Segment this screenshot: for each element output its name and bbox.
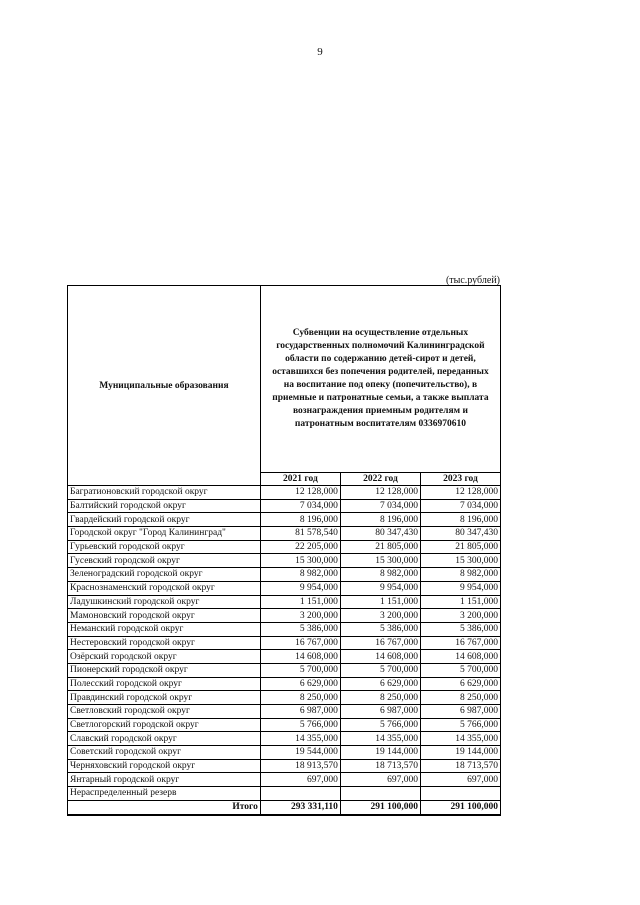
table-row [68,677,501,691]
value-2022: 14 355,000 [340,732,420,746]
table-row [68,746,501,760]
value-2023: 8 196,000 [420,513,500,527]
header-year-2023: 2023 год [420,473,500,486]
value-2022: 6 987,000 [340,705,420,719]
table-row [68,527,501,541]
municipality-name: Гурьевский городской округ [68,540,261,554]
value-2023: 9 954,000 [420,581,500,595]
value-2022: 3 200,000 [340,609,420,623]
municipality-name: Янтарный городской округ [68,773,261,787]
value-2022: 12 128,000 [340,486,420,500]
municipality-name: Полесский городской округ [68,677,261,691]
value-2022: 5 700,000 [340,663,420,677]
municipality-name: Нестеровский городской округ [68,636,261,650]
value-2023: 80 347,430 [420,527,500,541]
total-2023: 291 100,000 [420,800,500,814]
table-body [68,486,501,801]
header-description: Субвенции на осуществление отдельных государственных полномочий Калининградской области по содержанию детей-сирот и детей, оставшихся без попечения родителей, переданных на воспитание под опеку (попечительство), в приемные и патронатные семьи, а также выплата вознаграждения приемным родителям и патронатным воспитателям 0336970610 [260,286,500,473]
municipality-name: Гвардейский городской округ [68,513,261,527]
municipality-name: Зеленоградский городской округ [68,568,261,582]
value-2023: 21 805,000 [420,540,500,554]
value-2021: 5 700,000 [260,663,340,677]
municipality-name: Нераспределенный резерв [68,787,261,801]
table-row [68,636,501,650]
value-2021: 3 200,000 [260,609,340,623]
value-2022: 5 766,000 [340,718,420,732]
table-row [68,540,501,554]
units-label: (тыс.рублей) [445,275,500,286]
value-2022 [340,787,420,801]
total-2022: 291 100,000 [340,800,420,814]
municipality-name: Ладушкинский городской округ [68,595,261,609]
value-2021: 14 355,000 [260,732,340,746]
value-2023: 1 151,000 [420,595,500,609]
municipality-name: Мамоновский городской округ [68,609,261,623]
value-2022: 80 347,430 [340,527,420,541]
municipality-name: Неманский городской округ [68,622,261,636]
value-2021: 9 954,000 [260,581,340,595]
value-2022: 6 629,000 [340,677,420,691]
value-2023: 6 629,000 [420,677,500,691]
table-row [68,732,501,746]
value-2023: 6 987,000 [420,705,500,719]
value-2022: 7 034,000 [340,499,420,513]
municipality-name: Городской округ "Город Калининград" [68,527,261,541]
table-row [68,705,501,719]
value-2023: 14 355,000 [420,732,500,746]
value-2021: 16 767,000 [260,636,340,650]
municipality-name: Правдинский городской округ [68,691,261,705]
municipality-name: Светловский городской округ [68,705,261,719]
table-row [68,718,501,732]
table-row [68,787,501,801]
value-2023: 19 144,000 [420,746,500,760]
municipality-name: Озёрский городской округ [68,650,261,664]
value-2022: 15 300,000 [340,554,420,568]
value-2021: 5 766,000 [260,718,340,732]
table-row [68,486,501,500]
value-2021: 15 300,000 [260,554,340,568]
table-row [68,554,501,568]
value-2021: 8 250,000 [260,691,340,705]
table-row [68,773,501,787]
table-row [68,759,501,773]
value-2021: 22 205,000 [260,540,340,554]
value-2023: 5 386,000 [420,622,500,636]
value-2022: 8 250,000 [340,691,420,705]
value-2023: 15 300,000 [420,554,500,568]
value-2021: 14 608,000 [260,650,340,664]
municipality-name: Багратионовский городской округ [68,486,261,500]
value-2021: 6 629,000 [260,677,340,691]
total-row [68,800,501,814]
value-2021: 5 386,000 [260,622,340,636]
value-2021: 12 128,000 [260,486,340,500]
value-2022: 18 713,570 [340,759,420,773]
page-number: 9 [317,46,323,58]
value-2021: 8 982,000 [260,568,340,582]
value-2021: 81 578,540 [260,527,340,541]
total-label: Итого [68,800,261,814]
value-2021: 7 034,000 [260,499,340,513]
value-2021: 8 196,000 [260,513,340,527]
value-2023: 8 250,000 [420,691,500,705]
header-year-2022: 2022 год [340,473,420,486]
value-2023 [420,787,500,801]
value-2023: 5 766,000 [420,718,500,732]
value-2021: 18 913,570 [260,759,340,773]
total-2021: 293 331,110 [260,800,340,814]
table-row [68,622,501,636]
value-2023: 14 608,000 [420,650,500,664]
value-2022: 9 954,000 [340,581,420,595]
municipality-name: Советский городской округ [68,746,261,760]
municipality-name: Славский городской округ [68,732,261,746]
municipality-name: Краснознаменский городской округ [68,581,261,595]
value-2022: 697,000 [340,773,420,787]
value-2021: 1 151,000 [260,595,340,609]
municipality-name: Балтийский городской округ [68,499,261,513]
value-2023: 697,000 [420,773,500,787]
header-year-2021: 2021 год [260,473,340,486]
municipality-name: Пионерский городской округ [68,663,261,677]
value-2023: 18 713,570 [420,759,500,773]
table-row [68,595,501,609]
table-row [68,650,501,664]
value-2023: 12 128,000 [420,486,500,500]
value-2021: 697,000 [260,773,340,787]
table-row [68,691,501,705]
value-2022: 19 144,000 [340,746,420,760]
header-municipalities: Муниципальные образования [68,286,261,486]
value-2023: 5 700,000 [420,663,500,677]
value-2022: 8 196,000 [340,513,420,527]
municipality-name: Светлогорский городской округ [68,718,261,732]
value-2022: 16 767,000 [340,636,420,650]
value-2023: 7 034,000 [420,499,500,513]
municipality-name: Гусевский городской округ [68,554,261,568]
municipality-name: Черняховский городской округ [68,759,261,773]
value-2022: 5 386,000 [340,622,420,636]
table-row [68,609,501,623]
table-row [68,568,501,582]
table-row [68,499,501,513]
table-row [68,663,501,677]
table-row [68,513,501,527]
value-2023: 3 200,000 [420,609,500,623]
value-2023: 8 982,000 [420,568,500,582]
table-row [68,581,501,595]
subvention-table [67,285,501,816]
value-2021 [260,787,340,801]
value-2022: 14 608,000 [340,650,420,664]
value-2023: 16 767,000 [420,636,500,650]
value-2021: 6 987,000 [260,705,340,719]
value-2021: 19 544,000 [260,746,340,760]
value-2022: 1 151,000 [340,595,420,609]
value-2022: 21 805,000 [340,540,420,554]
value-2022: 8 982,000 [340,568,420,582]
